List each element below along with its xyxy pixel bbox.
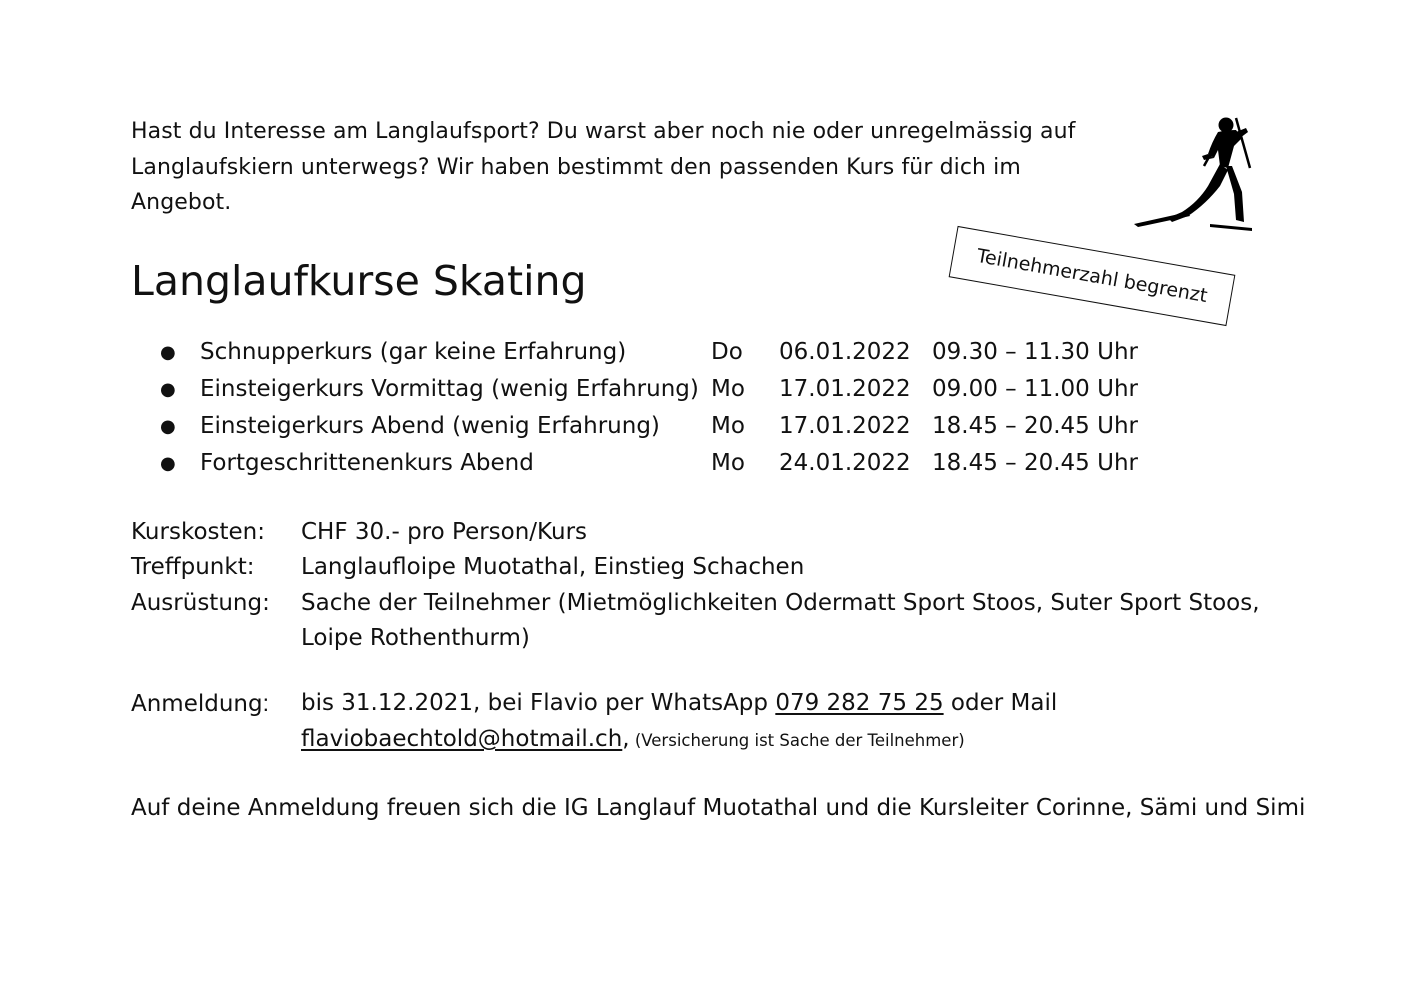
course-time: 18.45 – 20.45 Uhr (932, 413, 1138, 439)
cross-country-skier-silhouette-icon (1128, 108, 1256, 236)
registration-comma: , (622, 726, 630, 752)
course-name: Fortgeschrittenenkurs Abend (200, 450, 534, 476)
course-date: 17.01.2022 (779, 376, 911, 402)
organisation-name: IG Langlauf Muotathal (564, 795, 819, 821)
registration-value-line-2 (301, 722, 965, 759)
closing-text-after: und die Kursleiter Corinne, Sämi und Simi (818, 795, 1306, 821)
equipment-label: Ausrüstung: (131, 590, 270, 616)
intro-line-2: Langlaufskiern unterwegs? Wir haben bestimmt den passenden Kurs für dich im (131, 154, 1021, 180)
page-title: Langlaufkurse Skating (131, 257, 587, 305)
course-day: Do (711, 339, 743, 365)
course-date: 24.01.2022 (779, 450, 911, 476)
closing-text-before: Auf deine Anmeldung freuen sich die (131, 795, 564, 821)
registration-label: Anmeldung (131, 691, 263, 717)
registration-label-wrap (131, 686, 269, 723)
course-date: 17.01.2022 (779, 413, 911, 439)
whatsapp-phone-link[interactable]: 079 282 75 25 (775, 690, 944, 716)
closing-line (131, 791, 1305, 826)
course-name: Schnupperkurs (gar keine Erfahrung) (200, 339, 627, 365)
bullet-icon: ● (160, 379, 176, 400)
registration-or-mail-text: oder Mail (943, 690, 1058, 716)
bullet-icon: ● (160, 453, 176, 474)
equipment-value-line-1: Sache der Teilnehmer (Mietmöglichkeiten Odermatt Sport Stoos, Suter Sport Stoos, (301, 590, 1260, 616)
course-time: 18.45 – 20.45 Uhr (932, 450, 1138, 476)
course-day: Mo (711, 450, 745, 476)
registration-colon: : (262, 690, 270, 716)
bullet-icon: ● (160, 342, 176, 363)
registration-value-line-1 (301, 686, 1057, 722)
course-time: 09.00 – 11.00 Uhr (932, 376, 1138, 402)
course-time: 09.30 – 11.30 Uhr (932, 339, 1138, 365)
meeting-point-value: Langlaufloipe Muotathal, Einstieg Schachen (301, 554, 805, 580)
meeting-point-label: Treffpunkt: (131, 554, 255, 580)
course-name: Einsteigerkurs Abend (wenig Erfahrung) (200, 413, 660, 439)
course-day: Mo (711, 376, 745, 402)
bullet-icon: ● (160, 416, 176, 437)
course-date: 06.01.2022 (779, 339, 911, 365)
course-name: Einsteigerkurs Vormittag (wenig Erfahrung) (200, 376, 699, 402)
intro-line-3: Angebot. (131, 190, 232, 215)
intro-paragraph (131, 114, 1121, 221)
limited-participants-stamp: Teilnehmerzahl begrenzt (949, 226, 1236, 326)
costs-label: Kurskosten: (131, 519, 266, 545)
costs-value: CHF 30.- pro Person/Kurs (301, 519, 588, 545)
insurance-note: (Versicherung ist Sache der Teilnehmer) (629, 731, 965, 750)
equipment-value-line-2: Loipe Rothenthurm) (301, 625, 530, 651)
intro-line-1: Hast du Interesse am Langlaufsport? Du warst aber noch nie oder unregelmässig auf (131, 119, 1076, 144)
email-link[interactable]: flaviobaechtold@hotmail.ch (301, 726, 623, 752)
course-day: Mo (711, 413, 745, 439)
registration-deadline-text: bis 31.12.2021, bei Flavio per WhatsApp (301, 690, 776, 716)
